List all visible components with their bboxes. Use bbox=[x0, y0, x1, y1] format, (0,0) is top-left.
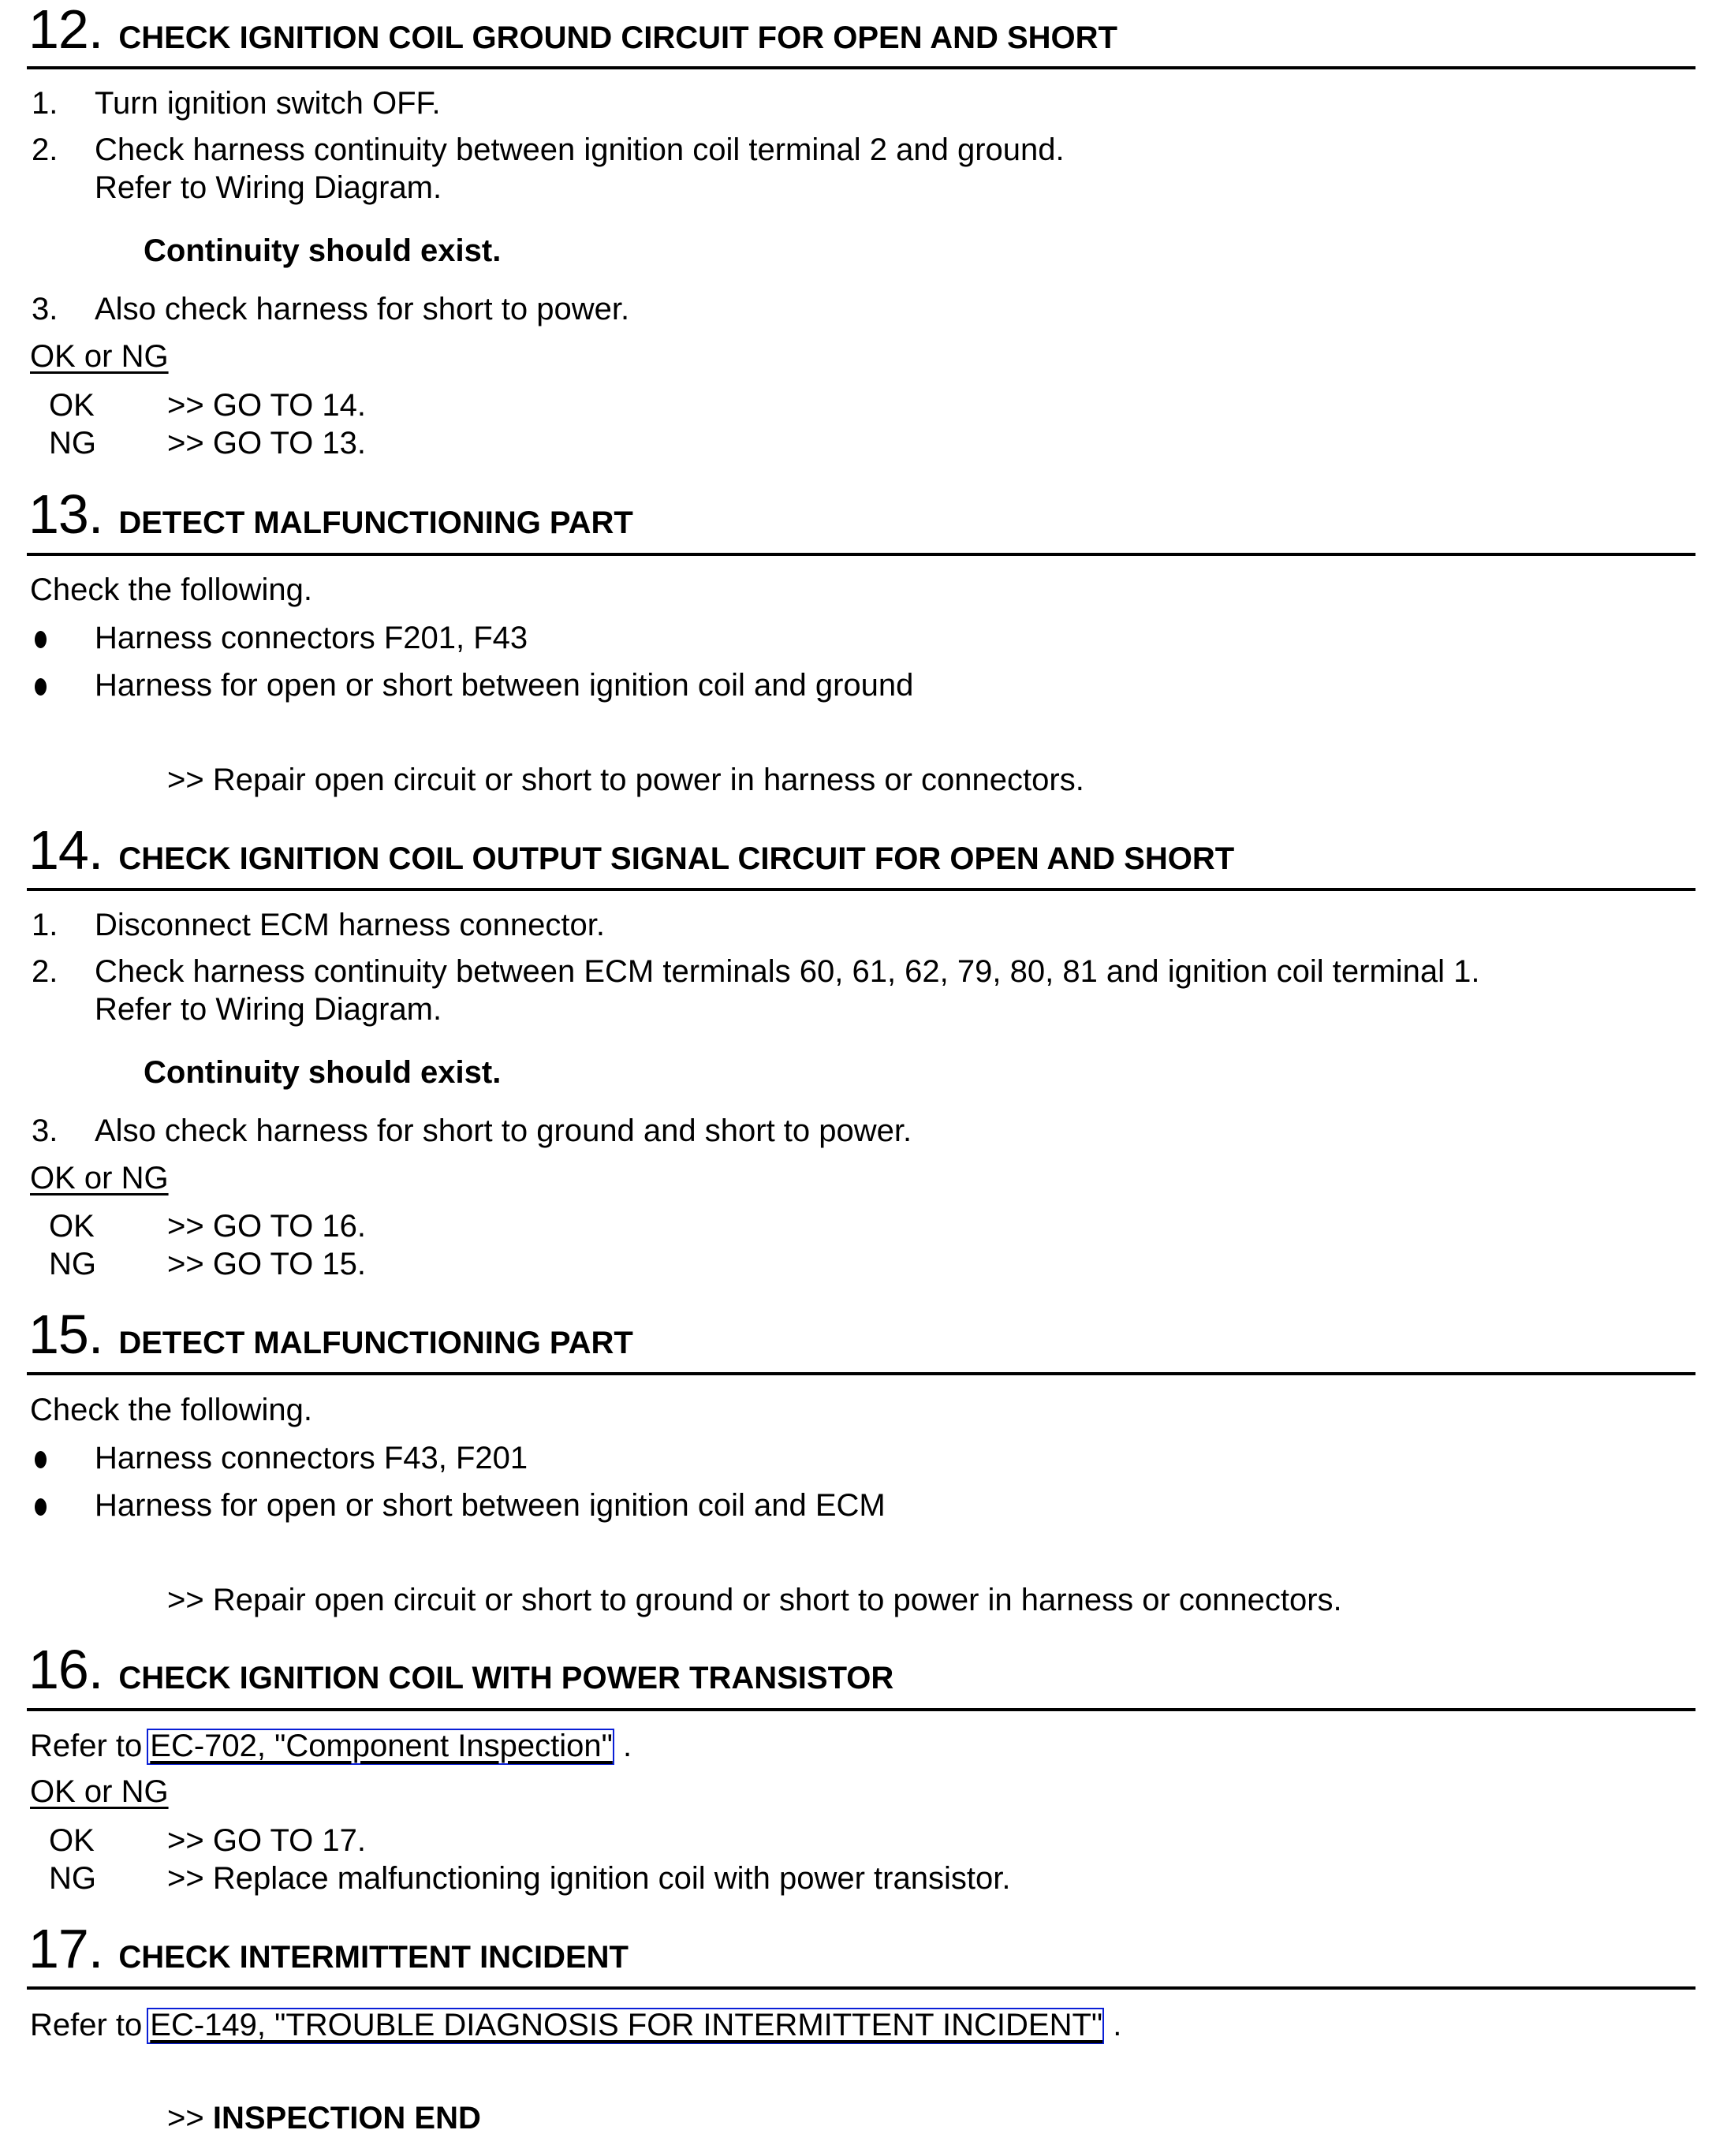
result-action-ng: >> Replace malfunctioning ignition coil with power transistor. bbox=[167, 1861, 1011, 1896]
spec-note: Continuity should exist. bbox=[144, 1055, 502, 1090]
step-13-heading bbox=[28, 483, 633, 545]
result-action-ng: >> GO TO 15. bbox=[167, 1247, 366, 1281]
step-17-heading bbox=[28, 1918, 629, 1979]
item-text-continued: Refer to Wiring Diagram. bbox=[95, 170, 442, 205]
result-key-ok: OK bbox=[49, 1823, 95, 1858]
item-number: 3. bbox=[32, 292, 58, 326]
result-key-ng: NG bbox=[49, 426, 96, 461]
bullet-text: Harness connectors F43, F201 bbox=[95, 1441, 528, 1475]
item-text: Also check harness for short to power. bbox=[95, 292, 630, 326]
step-12-heading bbox=[28, 0, 1117, 60]
section-divider bbox=[27, 1708, 1695, 1711]
step-title: CHECK IGNITION COIL OUTPUT SIGNAL CIRCUIT FOR OPEN AND SHORT bbox=[118, 841, 1235, 876]
item-number: 2. bbox=[32, 954, 58, 989]
step-14-heading bbox=[28, 819, 1235, 881]
ok-or-ng-label: OK or NG bbox=[30, 1161, 169, 1195]
result-key-ok: OK bbox=[49, 388, 95, 423]
result-action-ok: >> GO TO 14. bbox=[167, 388, 366, 423]
item-text: Also check harness for short to ground and short to power. bbox=[95, 1113, 912, 1148]
step-title: CHECK IGNITION COIL GROUND CIRCUIT FOR OPEN AND SHORT bbox=[118, 21, 1117, 55]
section-divider bbox=[27, 1986, 1695, 1990]
action-prefix: >> bbox=[167, 2101, 204, 2135]
bullet-icon bbox=[35, 1498, 47, 1516]
section-divider bbox=[27, 553, 1695, 556]
step-title: CHECK IGNITION COIL WITH POWER TRANSISTOR bbox=[118, 1661, 894, 1695]
item-text: Check harness continuity between ignition coil terminal 2 and ground. bbox=[95, 132, 1065, 167]
item-number: 1. bbox=[32, 86, 58, 121]
bullet-text: Harness connectors F201, F43 bbox=[95, 621, 528, 655]
result-action-ok: >> GO TO 17. bbox=[167, 1823, 366, 1858]
intro-text: Check the following. bbox=[30, 1393, 312, 1427]
ok-or-ng-label: OK or NG bbox=[30, 339, 169, 374]
component-inspection-link[interactable]: EC-702, "Component Inspection" bbox=[147, 1729, 614, 1765]
result-action-ok: >> GO TO 16. bbox=[167, 1209, 366, 1244]
refer-prefix: Refer to bbox=[30, 2008, 143, 2042]
refer-line bbox=[30, 2008, 1121, 2044]
item-number: 2. bbox=[32, 132, 58, 167]
item-text: Check harness continuity between ECM terminals 60, 61, 62, 79, 80, 81 and ignition coil terminal 1. bbox=[95, 954, 1480, 989]
ok-or-ng-label: OK or NG bbox=[30, 1774, 169, 1809]
step-number: 14. bbox=[28, 819, 103, 881]
bullet-icon bbox=[35, 631, 47, 648]
result-key-ng: NG bbox=[49, 1861, 96, 1896]
bullet-icon bbox=[35, 678, 47, 696]
step-number: 17. bbox=[28, 1918, 103, 1979]
item-number: 3. bbox=[32, 1113, 58, 1148]
refer-line bbox=[30, 1729, 632, 1765]
inspection-end bbox=[167, 2102, 481, 2134]
refer-prefix: Refer to bbox=[30, 1729, 143, 1763]
item-text-continued: Refer to Wiring Diagram. bbox=[95, 992, 442, 1027]
step-title: DETECT MALFUNCTIONING PART bbox=[118, 505, 633, 540]
inspection-end-label: INSPECTION END bbox=[212, 2101, 481, 2135]
intermittent-incident-link[interactable]: EC-149, "TROUBLE DIAGNOSIS FOR INTERMITTENT INCIDENT" bbox=[147, 2008, 1104, 2044]
result-action-ng: >> GO TO 13. bbox=[167, 426, 366, 461]
step-title: CHECK INTERMITTENT INCIDENT bbox=[118, 1940, 629, 1975]
repair-action: >> Repair open circuit or short to ground or short to power in harness or connectors. bbox=[167, 1583, 1342, 1617]
result-key-ok: OK bbox=[49, 1209, 95, 1244]
step-number: 12. bbox=[28, 0, 103, 60]
section-divider bbox=[27, 888, 1695, 891]
refer-suffix: . bbox=[1113, 2008, 1122, 2042]
step-number: 15. bbox=[28, 1304, 103, 1365]
repair-action: >> Repair open circuit or short to power in harness or connectors. bbox=[167, 763, 1084, 797]
refer-suffix: . bbox=[622, 1729, 632, 1763]
step-15-heading bbox=[28, 1304, 633, 1365]
item-number: 1. bbox=[32, 908, 58, 942]
step-number: 13. bbox=[28, 483, 103, 545]
item-text: Turn ignition switch OFF. bbox=[95, 86, 441, 121]
bullet-icon bbox=[35, 1451, 47, 1468]
bullet-text: Harness for open or short between ignition coil and ground bbox=[95, 668, 914, 703]
item-text: Disconnect ECM harness connector. bbox=[95, 908, 605, 942]
step-number: 16. bbox=[28, 1639, 103, 1700]
intro-text: Check the following. bbox=[30, 573, 312, 607]
bullet-text: Harness for open or short between ignition coil and ECM bbox=[95, 1488, 886, 1523]
section-divider bbox=[27, 1372, 1695, 1375]
step-16-heading bbox=[28, 1639, 894, 1700]
spec-note: Continuity should exist. bbox=[144, 233, 502, 268]
step-title: DETECT MALFUNCTIONING PART bbox=[118, 1326, 633, 1360]
section-divider bbox=[27, 66, 1695, 69]
result-key-ng: NG bbox=[49, 1247, 96, 1281]
